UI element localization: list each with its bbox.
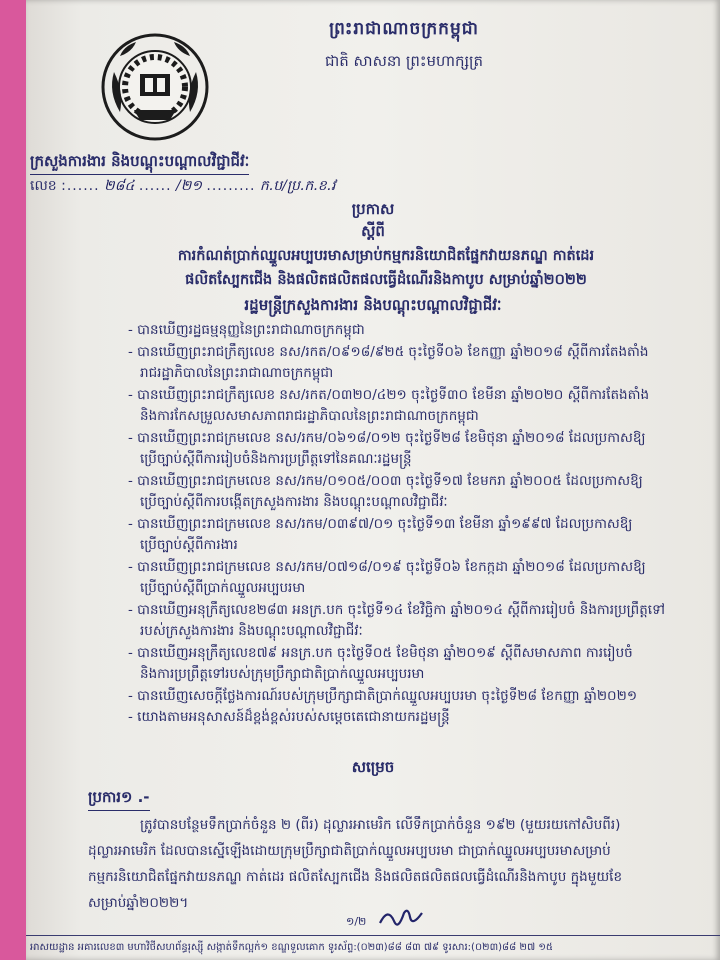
footer-divider <box>26 935 720 936</box>
decision-heading: សម្រេច <box>351 758 395 776</box>
reference-year: /២១ <box>176 178 202 194</box>
article-1-title: ប្រការ១ .- <box>88 788 150 811</box>
document-type: ប្រកាស <box>351 200 395 218</box>
list-item: - បានឃើញអនុក្រឹត្យលេខ៧៩ អនក្រ.បក ចុះថ្ងៃទី០៥ ខែមិថុនា ឆ្នាំ២០១៩ ស្តីពីសមាសភាព ការរៀបចំ <box>128 644 633 661</box>
document-about: ស្តីពី <box>361 222 385 240</box>
list-item: - បានឃើញអនុក្រឹត្យលេខ២៨៣ អនក្រ.បក ចុះថ្ងៃទី១៤ ខែវិច្ឆិកា ឆ្នាំ២០១៤ ស្តីពីការរៀបចំ និងការប្រព្រឹត្តទៅ <box>128 601 665 618</box>
reference-number: ២៨៤ <box>104 178 135 194</box>
list-item: និងការប្រព្រឹត្តទៅរបស់ក្រុមប្រឹក្សាជាតិប្រាក់ឈ្នួលអប្បបរមា <box>140 666 425 682</box>
initial-signature <box>376 905 426 935</box>
list-item: - យោងតាមអនុសាសន៍ដ៏ខ្ពង់ខ្ពស់របស់សម្តេចតេជោនាយករដ្ឋមន្ត្រី <box>128 709 450 725</box>
reference-code: ក.ប/ប្រ.ក.ខ.វ <box>259 178 336 194</box>
list-item: - បានឃើញព្រះរាជក្រឹត្យលេខ នស/រកត/០៩១៨/៩២៥ ចុះថ្ងៃទី០៦ ខែកញ្ញា ឆ្នាំ២០១៨ ស្តីពីការតែងតាំង <box>128 343 649 360</box>
list-item: - បានឃើញព្រះរាជក្រមលេខ នស/រកម/០៣៩៧/០១ ចុះថ្ងៃទី១៣ ខែមីនា ឆ្នាំ១៩៩៧ ដែលប្រកាសឱ្យ <box>128 515 633 532</box>
list-item: ប្រើច្បាប់ស្តីពីការងារ <box>140 537 238 553</box>
ministry-emblem-logo <box>100 32 210 142</box>
list-item: ប្រើច្បាប់ស្តីពីការបង្កើតក្រសួងការងារ និងបណ្តុះបណ្តាលវិជ្ជាជីវៈ <box>140 494 448 510</box>
list-item: ប្រើច្បាប់ស្តីពីប្រាក់ឈ្នួលអប្បបរមា <box>140 580 306 596</box>
legal-references-list <box>128 320 688 729</box>
list-item: របស់ក្រសួងការងារ និងបណ្តុះបណ្តាលវិជ្ជាជីវៈ <box>140 623 363 639</box>
list-item: - បានឃើញព្រះរាជក្រមលេខ នស/រកម/០៦១៨/០១២ ចុះថ្ងៃទី២៨ ខែមិថុនា ឆ្នាំ២០១៨ ដែលប្រកាសឱ្យ <box>128 429 646 446</box>
article-1-line: កម្មករនិយោជិតផ្នែកវាយនភណ្ឌ កាត់ដេរ ផលិតស្បែកជើង និងផលិតផលិតផលធ្វើដំណើរនិងកាបូប ក្នុងមួយខែ <box>88 869 623 885</box>
list-item: រាជរដ្ឋាភិបាលនៃព្រះរាជាណាចក្រកម្ពុជា <box>140 365 334 381</box>
article-1-body <box>88 812 688 916</box>
reference-label: លេខ <box>30 178 57 194</box>
list-item: - បានឃើញព្រះរាជក្រឹត្យលេខ នស/រកត/០៣២០/៤២១ ចុះថ្ងៃទី៣០ ខែមីនា ឆ្នាំ២០២០ ស្តីពីការតែងតាំង <box>128 386 650 403</box>
list-item: - បានឃើញព្រះរាជក្រមលេខ នស/រកម/០១០៥/០០៣ ចុះថ្ងៃទី១៧ ខែមករា ឆ្នាំ២០០៥ ដែលប្រកាសឱ្យ <box>128 472 643 489</box>
ministry-name: ក្រសួងការងារ និងបណ្តុះបណ្តាលវិជ្ជាជីវៈ <box>30 152 249 175</box>
article-1-line: ត្រូវបានបន្ថែមទឹកប្រាក់ចំនួន ២ (ពីរ) ដុល្លារអាមេរិក លើទឹកប្រាក់ចំនួន ១៩២ (មួយរយកៅសិបពីរ) <box>140 817 621 833</box>
article-1-line: ដុល្លារអាមេរិក ដែលបានស្នើឡើងដោយក្រុមប្រឹក្សាជាតិប្រាក់ឈ្នួលអប្បបរមា ជាប្រាក់ឈ្នួលអប្បបរមាសម្រាប់ <box>88 843 611 859</box>
minister-title: រដ្ឋមន្ត្រីក្រសួងការងារ និងបណ្តុះបណ្តាលវិជ្ជាជីវៈ <box>244 296 502 314</box>
national-motto: ជាតិ សាសនា ព្រះមហាក្សត្រ <box>324 52 484 70</box>
reference-number-line: លេខ :...... ២៨៤ ...... /២១ ......... ក.ប/ប្រ.ក.ខ.វ <box>30 178 336 194</box>
list-item: និងការកែសម្រួលសមាសភាពរាជរដ្ឋាភិបាលនៃព្រះរាជាណាចក្រកម្ពុជា <box>140 408 479 424</box>
list-item: ប្រើច្បាប់ស្តីពីការរៀបចំនិងការប្រព្រឹត្តទៅនៃគណៈរដ្ឋមន្ត្រី <box>140 451 412 467</box>
footer-address: អាសយដ្ឋាន អគារលេខ៣ មហាវិថីសហព័ន្ធរុស្ស៊ី សង្កាត់ទឹកល្អក់១ ខណ្ឌទួលគោក ទូរស័ព្ទ:(០២៣)៨៨ ៨៣ ៧៩ ទូរសារ:(០២៣)៨៨ ២៧ ១៥ <box>30 942 553 953</box>
list-item: - បានឃើញរដ្ឋធម្មនុញ្ញនៃព្រះរាជាណាចក្រកម្ពុជា <box>128 322 365 338</box>
article-1-line: សម្រាប់ឆ្នាំ២០២២។ <box>88 895 189 911</box>
subject-line-1: ការកំណត់ប្រាក់ឈ្នួលអប្បបរមាសម្រាប់កម្មករនិយោជិតផ្នែកវាយនភណ្ឌ កាត់ដេរ <box>177 248 595 264</box>
document-page <box>26 0 720 960</box>
page-number: ១/២ <box>346 915 367 928</box>
list-item: - បានឃើញសេចក្តីថ្លែងការណ៍របស់ក្រុមប្រឹក្សាជាតិប្រាក់ឈ្នួលអប្បបរមា ចុះថ្ងៃទី២៨ ខែកញ្ញា ឆ្នាំ២០២១ <box>128 687 638 704</box>
list-item: - បានឃើញព្រះរាជក្រមលេខ នស/រកម/០៧១៨/០១៩ ចុះថ្ងៃទី០៦ ខែកក្កដា ឆ្នាំ២០១៨ ដែលប្រកាសឱ្យ <box>128 558 646 575</box>
kingdom-heading: ព្រះរាជាណាចក្រកម្ពុជា <box>329 19 479 39</box>
subject-line-2: ផលិតស្បែកជើង និងផលិតផលិតផលធ្វើដំណើរនិងកាបូប សម្រាប់ឆ្នាំ២០២២ <box>185 272 587 288</box>
